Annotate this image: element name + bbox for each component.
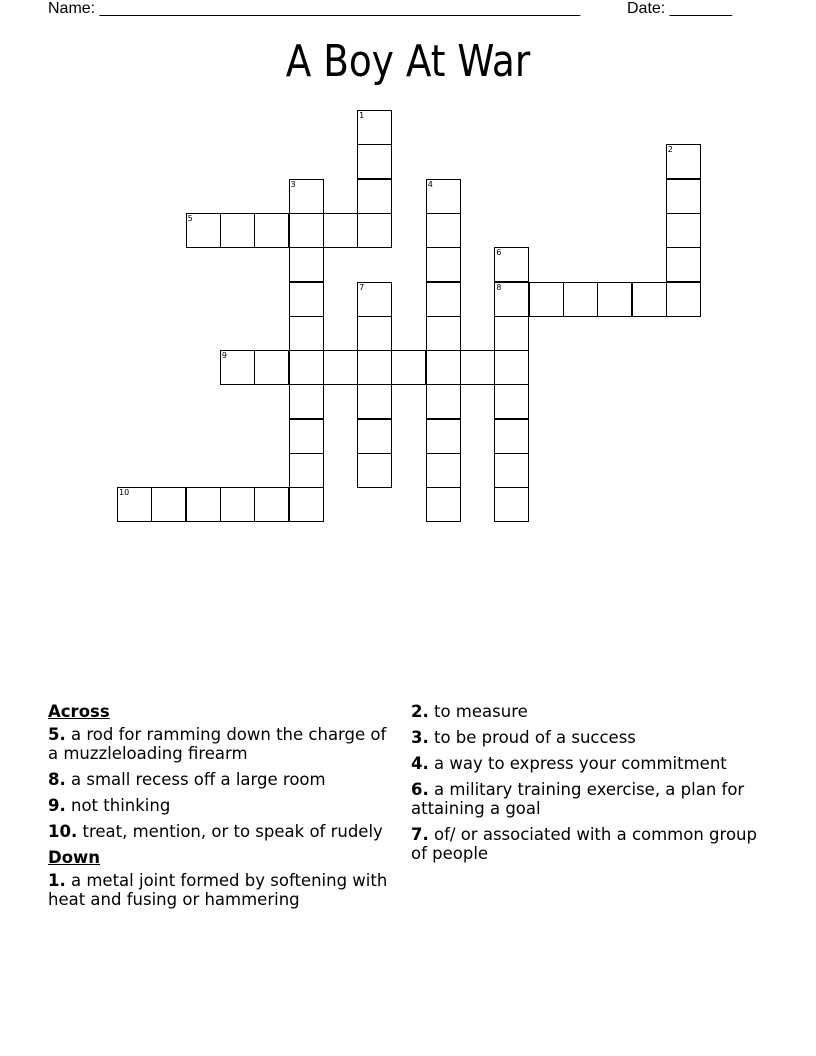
cell-number: 1	[359, 111, 365, 120]
clue-down-2	[411, 702, 771, 721]
grid-cell[interactable]	[632, 282, 667, 317]
clue-text: a metal joint formed by softening with heat and fusing or hammering	[48, 871, 388, 909]
clue-down-7	[411, 825, 771, 863]
clue-across-10	[48, 822, 388, 841]
grid-cell[interactable]	[357, 282, 392, 317]
cell-number: 4	[427, 179, 433, 189]
clue-across-9	[48, 796, 388, 815]
grid-cell[interactable]	[494, 487, 529, 522]
grid-cell[interactable]	[494, 453, 529, 488]
down-heading: Down	[48, 848, 101, 867]
page-title: A Boy At War	[285, 36, 531, 87]
grid-cell[interactable]	[357, 350, 392, 385]
grid-cell[interactable]	[289, 179, 324, 214]
clue-text: to measure	[434, 702, 528, 721]
grid-cell[interactable]	[289, 487, 324, 522]
grid-cell[interactable]	[289, 384, 324, 419]
clue-text: to be proud of a success	[434, 728, 636, 747]
across-heading: Across	[48, 702, 110, 721]
grid-cell[interactable]	[666, 282, 701, 317]
clue-number: 1.	[48, 871, 66, 890]
grid-cell[interactable]	[289, 213, 324, 248]
grid-cell[interactable]	[426, 453, 461, 488]
grid-cell[interactable]	[391, 350, 426, 385]
grid-cell[interactable]	[289, 247, 324, 282]
grid-cell[interactable]	[597, 282, 632, 317]
grid-cell[interactable]	[323, 213, 358, 248]
grid-cell[interactable]	[426, 487, 461, 522]
clue-across-8	[48, 770, 388, 789]
grid-cell[interactable]	[289, 282, 324, 317]
grid-cell[interactable]	[357, 419, 392, 454]
grid-cell[interactable]	[494, 419, 529, 454]
clue-down-6	[411, 780, 771, 818]
grid-cell[interactable]	[426, 247, 461, 282]
cell-number: 6	[496, 248, 502, 258]
grid-cell[interactable]	[494, 316, 529, 351]
clue-across-5	[48, 725, 388, 763]
grid-cell[interactable]	[117, 487, 152, 522]
clue-number: 9.	[48, 796, 66, 815]
grid-cell[interactable]	[254, 487, 289, 522]
cell-number: 3	[290, 179, 296, 189]
clue-down-4	[411, 754, 771, 773]
clue-number: 6.	[411, 780, 429, 799]
grid-cell[interactable]	[254, 213, 289, 248]
grid-cell[interactable]	[186, 213, 221, 248]
clue-number: 8.	[48, 770, 66, 789]
grid-cell[interactable]	[357, 316, 392, 351]
grid-cell[interactable]	[357, 110, 392, 145]
clue-text: a way to express your commitment	[434, 754, 727, 773]
clue-number: 7.	[411, 825, 429, 844]
clue-text: treat, mention, or to speak of rudely	[82, 822, 383, 841]
grid-cell[interactable]	[426, 350, 461, 385]
grid-cell[interactable]	[220, 213, 255, 248]
clue-text: not thinking	[71, 796, 171, 815]
grid-cell[interactable]	[426, 282, 461, 317]
grid-cell[interactable]	[494, 247, 529, 282]
clue-text: a rod for ramming down the charge of a muzzleloading firearm	[48, 725, 387, 763]
grid-cell[interactable]	[666, 213, 701, 248]
cell-number: 7	[359, 282, 365, 292]
grid-cell[interactable]	[494, 384, 529, 419]
grid-cell[interactable]	[357, 384, 392, 419]
clue-text: a military training exercise, a plan for attaining a goal	[411, 780, 745, 818]
grid-cell[interactable]	[529, 282, 564, 317]
grid-cell[interactable]	[460, 350, 495, 385]
clue-number: 3.	[411, 728, 429, 747]
cell-number: 10	[119, 488, 130, 498]
grid-cell[interactable]	[426, 179, 461, 214]
clue-number: 5.	[48, 725, 66, 744]
clue-number: 2.	[411, 702, 429, 721]
grid-cell[interactable]	[426, 419, 461, 454]
cell-number: 2	[667, 145, 673, 155]
grid-cell[interactable]	[289, 316, 324, 351]
clue-text: of/ or associated with a common group of people	[411, 825, 757, 863]
grid-cell[interactable]	[426, 316, 461, 351]
cell-number: 9	[221, 351, 227, 361]
clues-right-column	[411, 702, 771, 870]
grid-cell[interactable]	[426, 384, 461, 419]
grid-cell[interactable]	[357, 179, 392, 214]
grid-cell[interactable]	[563, 282, 598, 317]
grid-cell[interactable]	[666, 247, 701, 282]
grid-cell[interactable]	[254, 350, 289, 385]
grid-cell[interactable]	[666, 144, 701, 179]
grid-cell[interactable]	[289, 419, 324, 454]
grid-cell[interactable]	[357, 144, 392, 179]
grid-cell[interactable]	[426, 213, 461, 248]
grid-cell[interactable]	[494, 350, 529, 385]
grid-cell[interactable]	[220, 350, 255, 385]
grid-cell[interactable]	[289, 350, 324, 385]
grid-cell[interactable]	[323, 350, 358, 385]
grid-cell[interactable]	[151, 487, 186, 522]
clue-down-1	[48, 871, 388, 909]
grid-cell[interactable]	[357, 213, 392, 248]
grid-cell[interactable]	[666, 179, 701, 214]
grid-cell[interactable]	[186, 487, 221, 522]
clue-number: 10.	[48, 822, 78, 841]
clue-number: 4.	[411, 754, 429, 773]
grid-cell[interactable]	[220, 487, 255, 522]
cell-number: 5	[187, 213, 193, 223]
clue-text: a small recess off a large room	[71, 770, 326, 789]
grid-cell[interactable]	[289, 453, 324, 488]
date-field: Date: _______	[627, 0, 732, 17]
cell-number: 8	[496, 282, 502, 292]
name-field: Name: ______________________________________________________	[48, 0, 581, 17]
clue-down-3	[411, 728, 771, 747]
grid-cell[interactable]	[357, 453, 392, 488]
grid-cell[interactable]	[494, 282, 529, 317]
clues-left-column	[48, 702, 388, 916]
